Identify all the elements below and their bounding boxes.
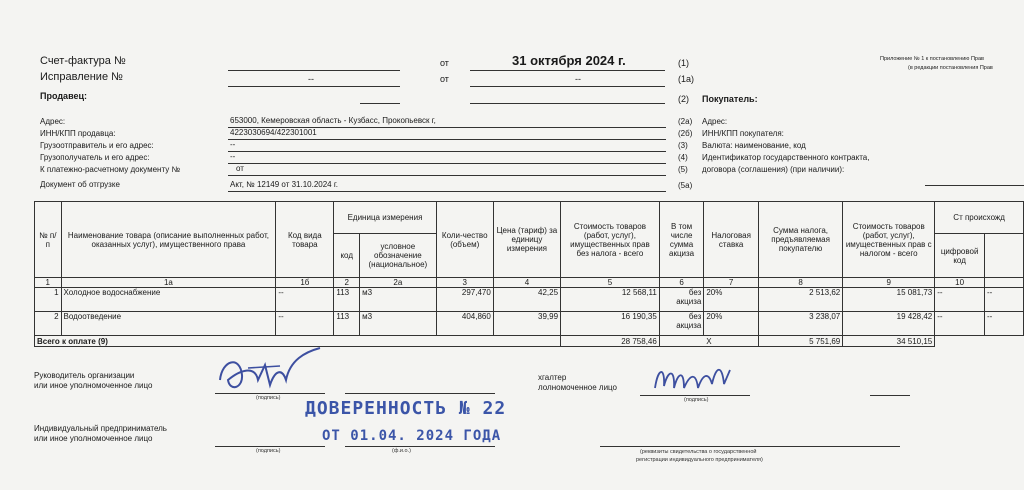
row-rate: 20%	[704, 288, 759, 312]
seller-line	[360, 103, 400, 104]
from-label: от	[440, 58, 449, 68]
correction-label: Исправление №	[40, 71, 123, 83]
invoice-date: 31 октября 2024 г.	[512, 53, 626, 68]
consignee-label: Грузополучатель и его адрес:	[40, 153, 150, 162]
appendix-line2: (в редакции постановления Прав	[908, 65, 993, 71]
address-label: Адрес:	[40, 117, 66, 126]
col-number: 5	[561, 278, 660, 288]
payment-doc-line	[228, 175, 666, 176]
row-qty: 297,470	[436, 288, 493, 312]
shipping-doc-line	[228, 191, 666, 192]
col-total-header: Стоимость товаров (работ, услуг), имущественных прав с налогом - всего	[843, 202, 935, 278]
ip-label-1: Индивидуальный предприниматель	[34, 424, 167, 433]
currency-label: Валюта: наименование, код	[702, 141, 806, 150]
head-signature	[210, 340, 340, 400]
correction-number: --	[308, 74, 314, 84]
row-kind: --	[276, 312, 334, 336]
consignee-value: --	[230, 152, 236, 161]
shipping-doc-value: Акт, № 12149 от 31.10.2024 г.	[230, 180, 339, 189]
col-number: 1	[35, 278, 62, 288]
seller-line-2	[470, 103, 665, 104]
invoice-label: Счет-фактура №	[40, 55, 126, 67]
ip-rekv-line	[600, 446, 900, 447]
col-tax-header: Сумма налога, предъявляемая покупателю	[758, 202, 842, 278]
row-num: 2	[35, 312, 62, 336]
col-qty-header: Коли-чество (объем)	[436, 202, 493, 278]
col-number: 4	[493, 278, 560, 288]
col-number: 2	[334, 278, 360, 288]
code-1: (1)	[678, 58, 689, 68]
row-price: 42,25	[493, 288, 560, 312]
ip-fio-caption: (ф.и.о.)	[392, 448, 411, 454]
total-label: Всего к оплате (9)	[35, 336, 561, 347]
invoice-date-line	[470, 70, 665, 71]
col-number: 8	[758, 278, 842, 288]
correction-number-line	[228, 86, 400, 87]
code-2a: (2а)	[678, 117, 693, 126]
row-total: 15 081,73	[843, 288, 935, 312]
head-sign-caption: (подпись)	[256, 395, 281, 401]
ip-sign-line	[215, 446, 325, 447]
total-excise: Х	[659, 336, 758, 347]
total-row	[35, 336, 1024, 347]
col-unit-code-header: код	[334, 234, 360, 278]
col-number: 1б	[276, 278, 334, 288]
stamp-line1: ДОВЕРЕННОСТЬ № 22	[305, 398, 507, 419]
correction-date: --	[575, 74, 581, 84]
rekv-caption-2: регистрации индивидуального предпринимателя)	[636, 457, 763, 463]
row-origin: --	[935, 312, 985, 336]
col-kind-header: Код вида товара	[276, 202, 334, 278]
code-3: (3)	[678, 141, 688, 150]
row-origin-extra: --	[984, 288, 1023, 312]
consignee-line	[228, 163, 666, 164]
table-row	[35, 288, 1024, 312]
code-5: (5)	[678, 165, 688, 174]
accountant-sign-caption: (подпись)	[684, 397, 709, 403]
row-name: Холодное водоснабжение	[61, 288, 276, 312]
code-2: (2)	[678, 94, 689, 104]
row-origin-extra: --	[984, 312, 1023, 336]
col-origin-header: Ст происхожд	[935, 202, 1024, 234]
row-name: Водоотведение	[61, 312, 276, 336]
col-number: 9	[843, 278, 935, 288]
buyer-inn-label: ИНН/КПП покупателя:	[702, 129, 784, 138]
payment-doc-value: от	[236, 164, 244, 173]
code-1a: (1а)	[678, 74, 695, 84]
head-label-2: или иное уполномоченное лицо	[34, 381, 153, 390]
inn-label: ИНН/КПП продавца:	[40, 129, 116, 138]
ip-label-2: или иное уполномоченное лицо	[34, 434, 153, 443]
col-number: 7	[704, 278, 759, 288]
code-5a: (5а)	[678, 181, 693, 190]
col-origin-extra-header	[984, 234, 1023, 278]
contract-line	[925, 185, 1024, 186]
invoice-number-line	[228, 70, 400, 71]
row-unit-code: 113	[334, 288, 360, 312]
payment-doc-label: К платежно-расчетному документу №	[40, 165, 181, 174]
contract-label: договора (соглашения) (при наличии):	[702, 165, 845, 174]
col-number: 1а	[61, 278, 276, 288]
shipper-line	[228, 151, 666, 152]
col-number: 10	[935, 278, 985, 288]
invoice-table	[34, 201, 1024, 347]
ip-name-line	[345, 446, 495, 447]
col-number: 6	[659, 278, 703, 288]
row-qty: 404,860	[436, 312, 493, 336]
row-cost: 12 568,11	[561, 288, 660, 312]
row-excise: без акциза	[659, 312, 703, 336]
total-empty	[935, 336, 1024, 347]
row-total: 19 428,42	[843, 312, 935, 336]
code-2b: (2б)	[678, 129, 693, 138]
row-cost: 16 190,35	[561, 312, 660, 336]
col-num-header: № п/п	[35, 202, 62, 278]
inn-value: 4223030694/422301001	[230, 128, 317, 137]
appendix-line1: Приложение № 1 к постановлению Прав	[880, 56, 984, 62]
row-unit: м3	[360, 312, 437, 336]
col-unit-name-header: условное обозначение (национальное)	[360, 234, 437, 278]
col-number-extra	[984, 278, 1023, 288]
head-name-line	[345, 393, 495, 394]
col-name-header: Наименование товара (описание выполненных работ, оказанных услуг), имущественного права	[61, 202, 276, 278]
row-price: 39,99	[493, 312, 560, 336]
shipper-label: Грузоотправитель и его адрес:	[40, 141, 154, 150]
col-number: 3	[436, 278, 493, 288]
code-4: (4)	[678, 153, 688, 162]
rekv-caption-1: (реквизиты свидетельства о государственной	[640, 449, 757, 455]
row-kind: --	[276, 288, 334, 312]
row-excise: без акциза	[659, 288, 703, 312]
table-row	[35, 312, 1024, 336]
col-unit-header: Единица измерения	[334, 202, 436, 234]
inn-line	[228, 139, 666, 140]
accountant-signature	[650, 358, 750, 398]
accountant-label-2: лолномоченное лицо	[538, 383, 617, 392]
row-unit-code: 113	[334, 312, 360, 336]
stamp-line2: ОТ 01.04. 2024 ГОДА	[322, 428, 502, 444]
total-cost: 28 758,46	[561, 336, 660, 347]
row-rate: 20%	[704, 312, 759, 336]
head-label-1: Руководитель организации	[34, 371, 135, 380]
shipper-value: --	[230, 140, 236, 149]
row-tax: 2 513,62	[758, 288, 842, 312]
buyer-label: Покупатель:	[702, 94, 758, 104]
row-num: 1	[35, 288, 62, 312]
col-rate-header: Налоговая ставка	[704, 202, 759, 278]
ip-sign-caption: (подпись)	[256, 448, 281, 454]
col-excise-header: В том числе сумма акциза	[659, 202, 703, 278]
correction-date-line	[470, 86, 665, 87]
accountant-label-1: хгалтер	[538, 373, 567, 382]
contract-id-label: Идентификатор государственного контракта,	[702, 153, 870, 162]
address-value: 653000, Кемеровская область - Кузбасс, Прокопьевск г,	[230, 116, 436, 125]
col-cost-header: Стоимость товаров (работ, услуг), имущественных прав без налога - всего	[561, 202, 660, 278]
buyer-address-label: Адрес:	[702, 117, 728, 126]
col-price-header: Цена (тариф) за единицу измерения	[493, 202, 560, 278]
correction-from-label: от	[440, 74, 449, 84]
total-tax: 5 751,69	[758, 336, 842, 347]
row-origin: --	[935, 288, 985, 312]
col-number: 2а	[360, 278, 437, 288]
shipping-doc-label: Документ об отгрузке	[40, 180, 120, 189]
seller-label: Продавец:	[40, 91, 88, 101]
col-origin-code-header: цифровой код	[935, 234, 985, 278]
row-tax: 3 238,07	[758, 312, 842, 336]
total-sum: 34 510,15	[843, 336, 935, 347]
accountant-name-line	[870, 395, 910, 396]
row-unit: м3	[360, 288, 437, 312]
